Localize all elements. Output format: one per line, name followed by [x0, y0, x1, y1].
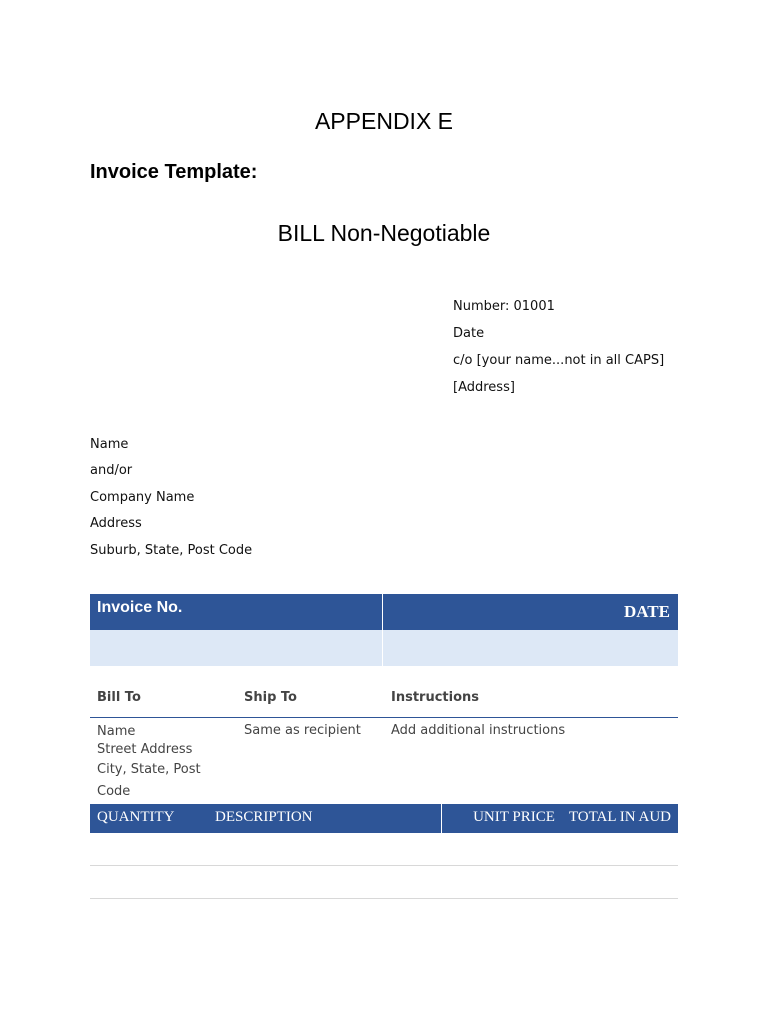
bill-to-header: Bill To	[97, 690, 141, 705]
bill-to-street: Street Address	[97, 742, 193, 757]
invoice-date: Date	[453, 326, 485, 341]
table-row[interactable]	[90, 866, 678, 899]
sender-address: [Address]	[453, 380, 515, 395]
ship-to-cell: Same as recipient	[244, 723, 361, 738]
date-cell[interactable]	[383, 630, 678, 666]
invoice-table-row	[90, 630, 678, 666]
total-header: TOTAL IN AUD	[568, 809, 671, 825]
bill-title: BILL Non-Negotiable	[277, 220, 491, 246]
invoice-no-cell[interactable]	[90, 630, 383, 666]
unit-price-header: UNIT PRICE	[473, 809, 555, 825]
table-row[interactable]	[90, 833, 678, 866]
shipping-table	[90, 690, 678, 803]
items-table-header	[90, 804, 678, 833]
invoice-number-table	[90, 594, 678, 666]
invoice-no-header: Invoice No.	[90, 594, 383, 630]
recipient-suburb: Suburb, State, Post Code	[90, 543, 253, 558]
bill-to-cell	[90, 723, 237, 803]
description-header: DESCRIPTION	[215, 809, 313, 825]
invoice-template-heading: Invoice Template:	[90, 161, 258, 183]
recipient-name: Name	[90, 437, 129, 452]
appendix-title: APPENDIX E	[314, 108, 454, 134]
bill-to-city: City, State, Post Code	[97, 762, 201, 799]
care-of-line: c/o [your name...not in all CAPS]	[453, 353, 665, 368]
invoice-table-header	[90, 594, 678, 630]
recipient-company: Company Name	[90, 490, 195, 505]
date-header: DATE	[624, 602, 670, 621]
instructions-header: Instructions	[391, 690, 480, 705]
shipping-table-row	[90, 718, 678, 803]
shipping-table-header	[90, 690, 678, 718]
invoice-number: Number: 01001	[453, 299, 555, 314]
recipient-address: Address	[90, 516, 142, 531]
quantity-header: QUANTITY	[97, 809, 175, 825]
ship-to-header: Ship To	[244, 690, 297, 705]
recipient-and-or: and/or	[90, 463, 133, 478]
bill-to-name: Name	[97, 724, 136, 739]
items-table	[90, 804, 678, 899]
instructions-cell: Add additional instructions	[391, 723, 566, 738]
